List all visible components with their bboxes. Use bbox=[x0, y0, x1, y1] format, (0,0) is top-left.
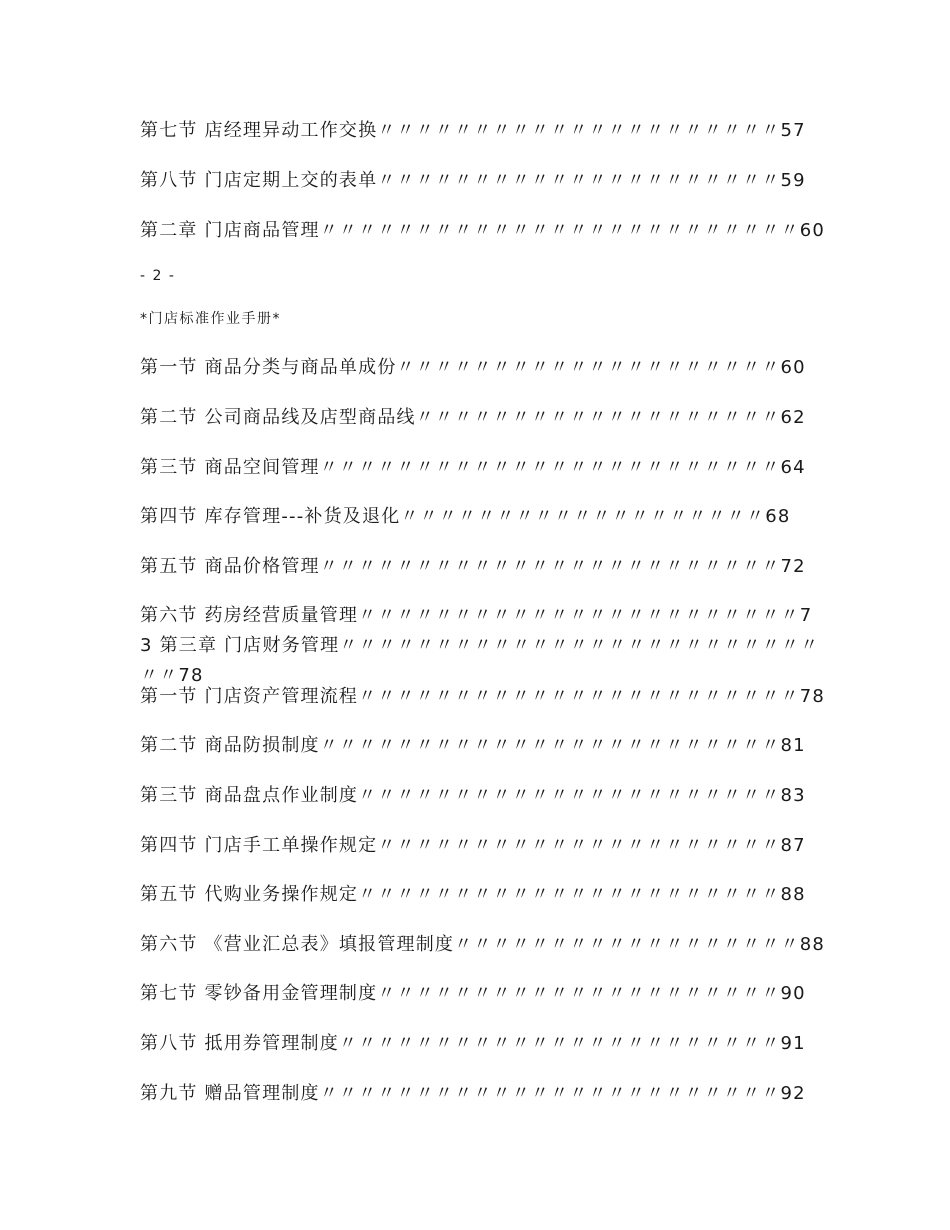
toc-entry: 第九节 赠品管理制度〃〃〃〃〃〃〃〃〃〃〃〃〃〃〃〃〃〃〃〃〃〃〃〃92 bbox=[140, 1083, 806, 1104]
toc-entry: 第一节 门店资产管理流程〃〃〃〃〃〃〃〃〃〃〃〃〃〃〃〃〃〃〃〃〃〃〃78 bbox=[140, 686, 826, 707]
page-number: - 2 - bbox=[140, 268, 176, 284]
toc-entry-wrapped: 第六节 药房经营质量管理〃〃〃〃〃〃〃〃〃〃〃〃〃〃〃〃〃〃〃〃〃〃〃73 第三章 门店财务管理〃〃〃〃〃〃〃〃〃〃〃〃〃〃〃〃〃〃〃〃〃〃〃〃〃〃〃78 bbox=[140, 605, 820, 686]
toc-entry: 第一节 商品分类与商品单成份〃〃〃〃〃〃〃〃〃〃〃〃〃〃〃〃〃〃〃〃60 bbox=[140, 357, 806, 378]
toc-entry: 第三节 商品空间管理〃〃〃〃〃〃〃〃〃〃〃〃〃〃〃〃〃〃〃〃〃〃〃〃64 bbox=[140, 457, 806, 478]
toc-entry: 第三节 商品盘点作业制度〃〃〃〃〃〃〃〃〃〃〃〃〃〃〃〃〃〃〃〃〃〃83 bbox=[140, 785, 806, 806]
toc-entry: 第六节 《营业汇总表》填报管理制度〃〃〃〃〃〃〃〃〃〃〃〃〃〃〃〃〃〃88 bbox=[140, 934, 826, 955]
toc-entry: 第二章 门店商品管理〃〃〃〃〃〃〃〃〃〃〃〃〃〃〃〃〃〃〃〃〃〃〃〃〃60 bbox=[140, 220, 826, 241]
toc-entry: 第四节 库存管理---补货及退化〃〃〃〃〃〃〃〃〃〃〃〃〃〃〃〃〃〃〃68 bbox=[140, 506, 791, 527]
toc-entry: 第五节 商品价格管理〃〃〃〃〃〃〃〃〃〃〃〃〃〃〃〃〃〃〃〃〃〃〃〃72 bbox=[140, 556, 806, 577]
toc-entry: 第二节 公司商品线及店型商品线〃〃〃〃〃〃〃〃〃〃〃〃〃〃〃〃〃〃〃62 bbox=[140, 407, 806, 428]
toc-entry: 第五节 代购业务操作规定〃〃〃〃〃〃〃〃〃〃〃〃〃〃〃〃〃〃〃〃〃〃88 bbox=[140, 884, 806, 905]
toc-entry: 第四节 门店手工单操作规定〃〃〃〃〃〃〃〃〃〃〃〃〃〃〃〃〃〃〃〃〃87 bbox=[140, 835, 806, 856]
running-header: *门店标准作业手册* bbox=[140, 311, 281, 327]
toc-entry: 第八节 门店定期上交的表单〃〃〃〃〃〃〃〃〃〃〃〃〃〃〃〃〃〃〃〃〃59 bbox=[140, 170, 806, 191]
toc-entry: 第七节 店经理异动工作交换〃〃〃〃〃〃〃〃〃〃〃〃〃〃〃〃〃〃〃〃〃57 bbox=[140, 120, 806, 141]
toc-entry: 第二节 商品防损制度〃〃〃〃〃〃〃〃〃〃〃〃〃〃〃〃〃〃〃〃〃〃〃〃81 bbox=[140, 735, 806, 756]
toc-entry: 第八节 抵用券管理制度〃〃〃〃〃〃〃〃〃〃〃〃〃〃〃〃〃〃〃〃〃〃〃91 bbox=[140, 1033, 806, 1054]
toc-entry: 第七节 零钞备用金管理制度〃〃〃〃〃〃〃〃〃〃〃〃〃〃〃〃〃〃〃〃〃90 bbox=[140, 983, 806, 1004]
